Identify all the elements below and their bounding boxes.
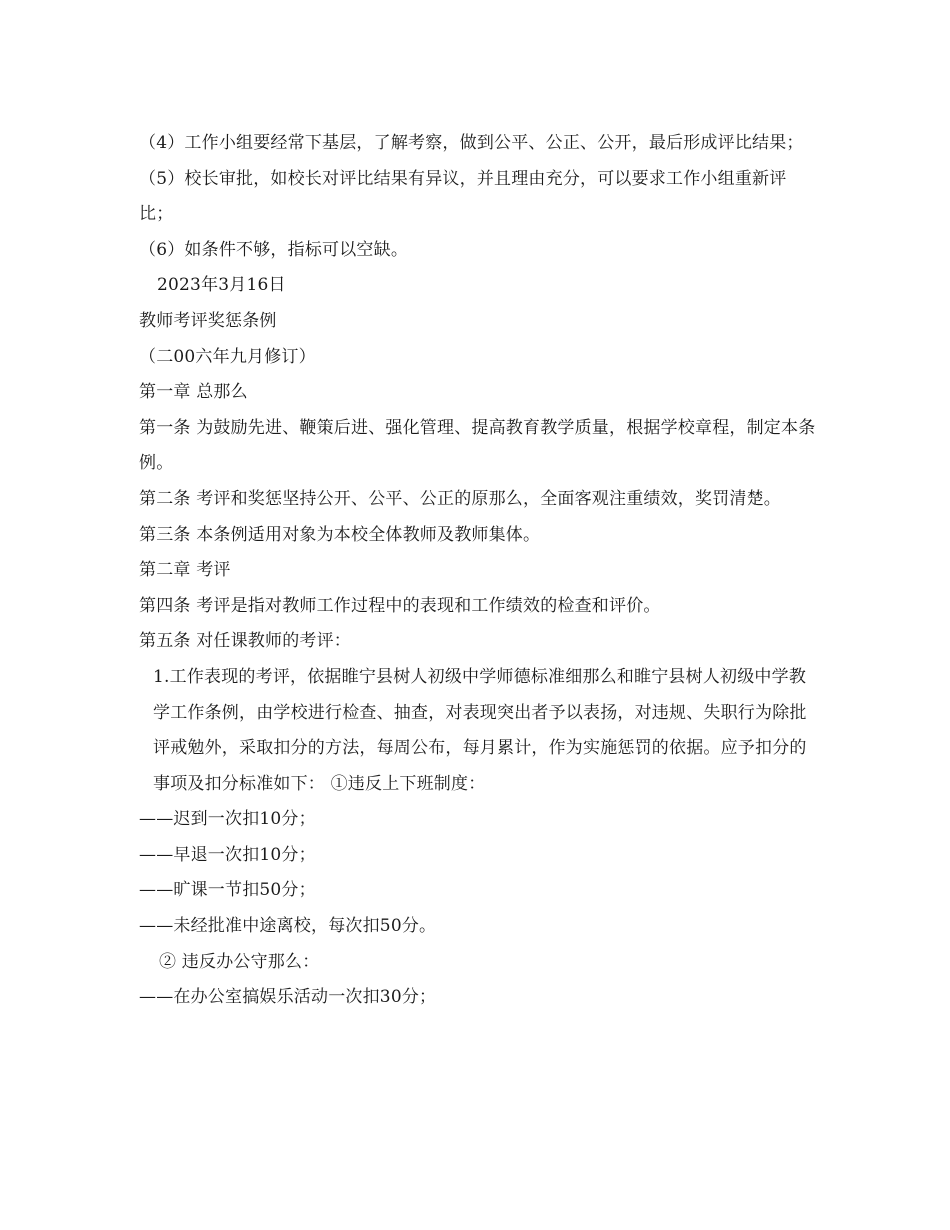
document-date: 2023年3月16日 [157,275,286,296]
paragraph-item-5: （5）校长审批，如校长对评比结果有异议，并且理由充分，可以要求工作小组重新评比； [139,168,787,225]
deduction-early-leave: ——早退一次扣10分； [139,844,316,865]
deduction-office-entertainment: ——在办公室搞娱乐活动一次扣30分； [139,987,437,1008]
evaluation-item-1: 1.工作表现的考评，依据睢宁县树人初级中学师德标准细那么和睢宁县树人初级中学教学工作条例，由学校进行检查、抽查，对表现突出者予以表扬，对违规、失职行为除批评戒勉外，采取扣分的方法，每周公布，每月累计，作为实施惩罚的依据。应予扣分的事项及扣分标准如下： ①违反上下班制度： [153,666,807,794]
article-5: 第五条 对任课教师的考评： [139,631,352,652]
paragraph-item-6: （6）如条件不够，指标可以空缺。 [139,239,409,260]
document-body [139,126,819,1016]
deduction-late: ——迟到一次扣10分； [139,809,316,830]
deduction-absence: ——旷课一节扣50分； [139,880,316,901]
deduction-unauthorized-leave: ——未经批准中途离校，每次扣50分。 [139,916,437,937]
article-3: 第三条 本条例适用对象为本校全体教师及教师集体。 [139,524,541,545]
document-title: 教师考评奖惩条例 [139,310,277,331]
office-rules-heading: ② 违反办公守那么： [159,951,320,972]
article-4: 第四条 考评是指对教师工作过程中的表现和工作绩效的检查和评价。 [139,595,661,616]
article-1: 第一条 为鼓励先进、鞭策后进、强化管理、提高教育教学质量，根据学校章程，制定本条例。 [139,417,816,474]
article-2: 第二条 考评和奖惩坚持公开、公平、公正的原那么，全面客观注重绩效，奖罚清楚。 [139,488,782,509]
revision-note: （二00六年九月修订） [139,346,316,367]
chapter-2-heading: 第二章 考评 [139,560,231,581]
chapter-1-heading: 第一章 总那么 [139,382,248,403]
paragraph-item-4: （4）工作小组要经常下基层，了解考察，做到公平、公正、公开，最后形成评比结果； [139,133,804,153]
